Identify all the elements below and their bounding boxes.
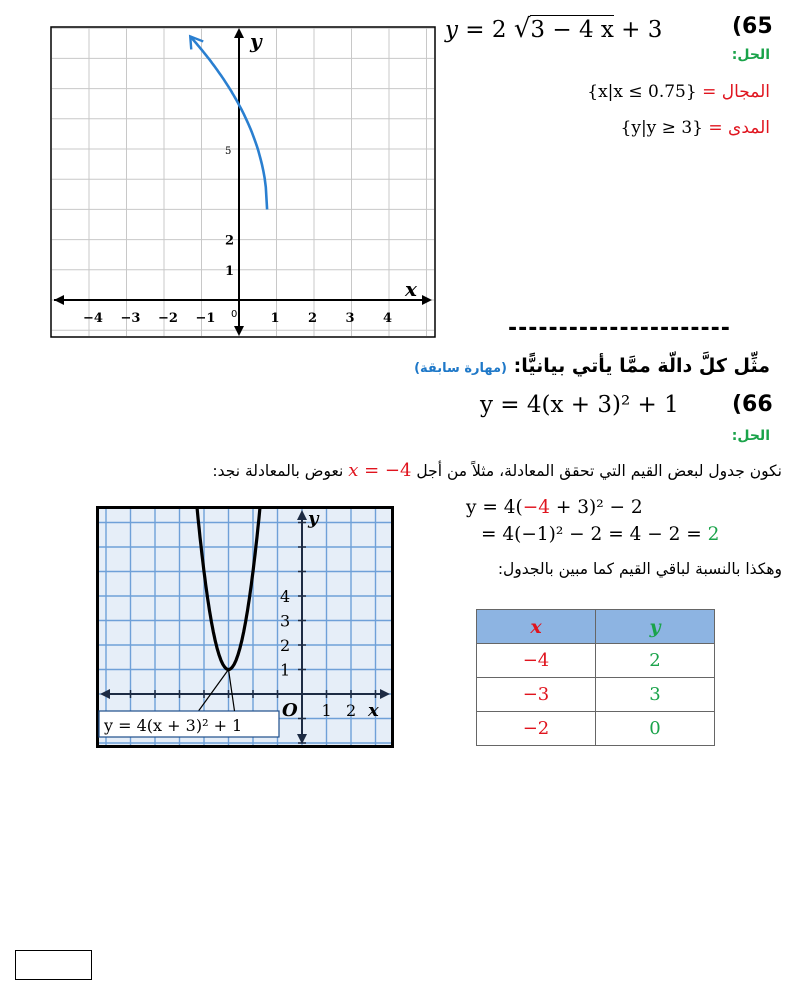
intro-highlight: −4 [384, 460, 412, 481]
range-value: {y|y ≥ 3} [620, 118, 703, 138]
problem-66-equation: y = 4(x + 3)² + 1 [480, 392, 679, 418]
intro-eq-sign: = [358, 460, 385, 481]
graph-66-curve-label: y = 4(x + 3)² + 1 [104, 716, 243, 735]
calc1-red: −4 [522, 497, 550, 518]
table-cell-x: −3 [477, 678, 596, 712]
graph-66 [96, 506, 394, 748]
table-cell-y: 0 [596, 712, 715, 746]
graph-66-x-tick: 2 [346, 701, 357, 720]
calculation-line-1 [466, 497, 643, 518]
graph-65-y-arrow-up [234, 28, 244, 38]
domain-label: المجال [721, 82, 770, 102]
problem-66-solution-label: الحل: [731, 428, 770, 444]
radicand: 3 − 4 x [530, 17, 614, 43]
domain-value: {x|x ≤ 0.75} [587, 82, 697, 102]
graph-66-origin-label: O [282, 700, 298, 721]
section-divider: ---------------------- [508, 316, 731, 341]
problem-65-domain: {x|x ≤ 0.75} = المجال [587, 82, 770, 102]
table-row [477, 644, 715, 678]
calc1-tail: + 3)² − 2 [549, 497, 643, 518]
calc2-green: 2 [707, 524, 720, 545]
section-heading [414, 355, 770, 377]
range-label: المدى [728, 118, 770, 138]
problem-65-range: {y|y ≥ 3} = المدى [620, 118, 770, 138]
graph-65-x-tick: 1 [270, 311, 280, 326]
table-header-x: x [477, 610, 596, 644]
graph-66-y-label: y [308, 508, 319, 529]
graph-65-y-tick: 1 [225, 263, 235, 279]
values-table [476, 609, 715, 746]
problem-66-number: (66 [732, 392, 773, 417]
graph-65-x-label: x [405, 277, 417, 301]
problem-65-number: (65 [732, 14, 773, 39]
calculation-line-2 [481, 524, 719, 545]
graph-65-x-tick: −4 [83, 311, 103, 326]
eq-tail: + 3 [613, 17, 663, 43]
eq-equals: = 2 [458, 17, 514, 43]
problem-65-solution-label: الحل: [731, 47, 770, 63]
table-cell-x: −2 [477, 712, 596, 746]
graph-65-x-tick: −3 [120, 311, 141, 326]
problem-66-intro [212, 460, 782, 481]
graph-65-x-tick: −2 [158, 311, 178, 326]
table-header-y: y [596, 610, 715, 644]
graph-65-y-label: y [250, 29, 262, 53]
graph-65-y-tick: 5 [225, 146, 232, 157]
section-heading-text: مثِّل كلَّ دالّة ممَّا يأتي بيانيًّا: [513, 355, 770, 377]
graph-65-x-arrow-left [54, 295, 64, 305]
calc2-lead: = 4(−1)² − 2 = 4 − 2 = [481, 524, 708, 545]
table-header-row [477, 610, 715, 644]
graph-65-border [51, 27, 435, 337]
intro-math [348, 460, 411, 481]
graph-65-x-tick: 2 [308, 311, 318, 326]
table-cell-y: 3 [596, 678, 715, 712]
graph-66-y-tick: 4 [280, 587, 291, 606]
graph-65-x-tick: −1 [195, 311, 216, 326]
calc1-lead: y = 4( [466, 497, 523, 518]
eq-var-y: y [445, 17, 458, 43]
table-cell-y: 2 [596, 644, 715, 678]
graph-65 [50, 26, 436, 338]
graph-66-x-tick: 1 [321, 701, 332, 720]
graph-65-x-tick: 3 [345, 311, 355, 326]
problem-65-equation [445, 14, 662, 44]
graph-66-y-tick: 2 [280, 636, 291, 655]
page-number-box [15, 950, 92, 980]
graph-65-grid [52, 28, 434, 336]
graph-66-y-tick: 3 [280, 611, 291, 631]
table-row [477, 712, 715, 746]
table-cell-x: −4 [477, 644, 596, 678]
problem-66-note: وهكذا بالنسبة لباقي القيم كما مبين بالجدول: [497, 560, 782, 578]
section-heading-tag: (مهارة سابقة) [414, 361, 507, 376]
graph-65-origin-label: 0 [231, 309, 238, 320]
intro-var: x [348, 460, 359, 481]
sqrt-sign: √ [513, 14, 531, 44]
table-row [477, 678, 715, 712]
intro-part2: نعوض بالمعادلة نجد: [212, 462, 349, 480]
graph-65-y-arrow-down [234, 326, 244, 336]
intro-part1: نكون جدول لبعض القيم التي تحقق المعادلة، مثلاً من أجل [411, 462, 782, 480]
graph-65-y-tick: 2 [225, 233, 235, 249]
graph-65-x-tick: 4 [383, 311, 393, 326]
graph-66-x-label: x [368, 700, 379, 721]
graph-66-y-tick: 1 [280, 660, 291, 680]
